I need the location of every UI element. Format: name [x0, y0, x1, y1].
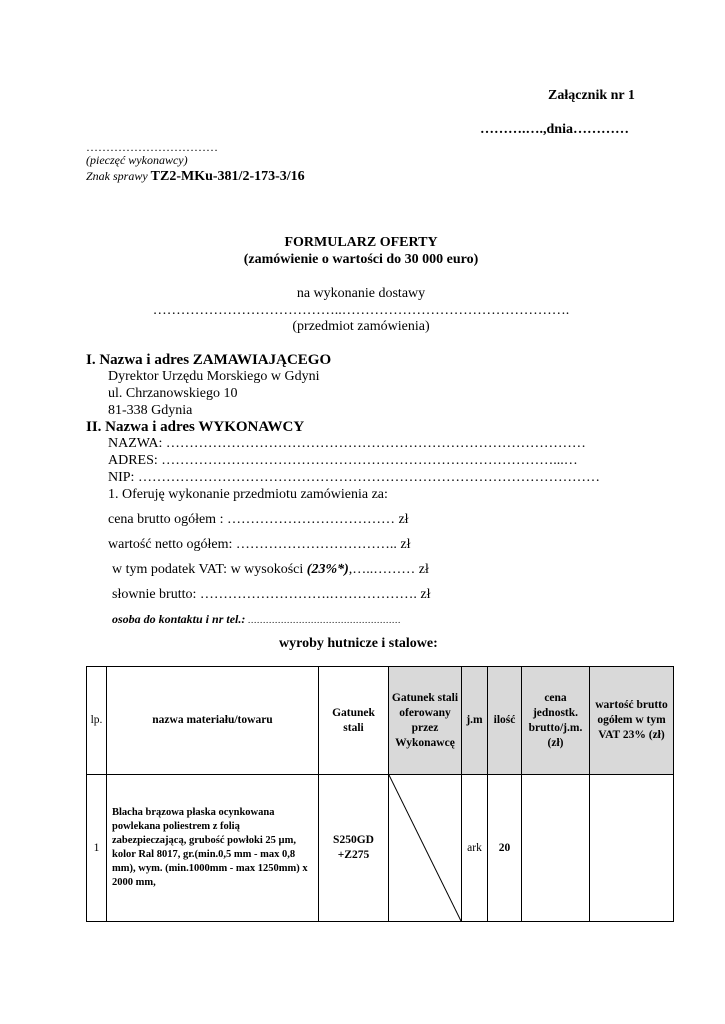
case-number: TZ2-MKu-381/2-173-3/16 — [150, 169, 305, 184]
vat-rate: (23%*) — [306, 562, 349, 577]
subject-label: (przedmiot zamówienia) — [292, 319, 430, 334]
section1-heading: I. Nazwa i adres ZAMAWIAJĄCEGO — [86, 352, 332, 368]
gross-in-words-field[interactable]: słownie brutto: ……………………….………………. zł — [112, 587, 431, 602]
header-grade-offered: Gatunek stali oferowany przez Wykonawcę — [389, 667, 462, 775]
table-row — [87, 775, 674, 922]
buyer-street: ul. Chrzanowskiego 10 — [108, 386, 238, 401]
stamp-dots: …………………………… — [86, 140, 218, 154]
row-unit: ark — [462, 775, 488, 922]
case-reference — [86, 169, 305, 185]
offer-table — [86, 666, 674, 922]
form-subtitle: (zamówienie o wartości do 30 000 euro) — [243, 252, 479, 267]
diagonal-strike-icon — [389, 775, 461, 921]
net-value-field[interactable]: wartość netto ogółem: …………………………….. zł — [108, 537, 411, 552]
contractor-name-field[interactable]: NAZWA: ……………………………………………………………………………… — [108, 436, 586, 451]
table-header-row — [87, 667, 674, 775]
form-title: FORMULARZ OFERTY — [284, 235, 438, 250]
contractor-address-field[interactable]: ADRES: …………………………………………………………………………...… — [108, 453, 578, 468]
subject-dots: …………………………………..…………………………………………. — [152, 303, 570, 318]
buyer-name: Dyrektor Urzędu Morskiego w Gdyni — [108, 369, 320, 384]
row-grade: S250GD +Z275 — [319, 775, 389, 922]
row-lp: 1 — [87, 775, 107, 922]
row-unit-price-cell[interactable] — [522, 775, 590, 922]
buyer-city: 81-338 Gdynia — [108, 403, 193, 418]
header-grade: Gatunek stali — [319, 667, 389, 775]
delivery-line: na wykonanie dostawy — [296, 286, 426, 301]
row-grade-offered-cell[interactable] — [389, 775, 462, 922]
header-unit-price: cena jednostk. brutto/j.m. (zł) — [522, 667, 590, 775]
row-qty: 20 — [488, 775, 522, 922]
section2-heading: II. Nazwa i adres WYKONAWCY — [86, 419, 305, 435]
header-qty: ilość — [488, 667, 522, 775]
row-total-cell[interactable] — [590, 775, 674, 922]
table-title: wyroby hutnicze i stalowe: — [279, 636, 438, 651]
vat-prefix: w tym podatek VAT: w wysokości — [112, 562, 307, 577]
offer-statement: 1. Oferuję wykonanie przedmiotu zamówienia za: — [108, 487, 388, 502]
header-lp: lp. — [87, 667, 107, 775]
date-line: ……….….,dnia………… — [480, 122, 629, 137]
row-material-name: Blacha brązowa płaska ocynkowana powlekana poliestrem z folią zabezpieczającą, grubość powłoki 25 µm, kolor Ral 8017, gr.(min.0,5 mm - max 0,8 mm), wym. (min.1000mm - max 1250mm) x 2000 mm, — [107, 775, 319, 922]
stamp-label: (pieczęć wykonawcy) — [86, 153, 188, 167]
gross-price-field[interactable]: cena brutto ogółem : ……………………………… zł — [108, 512, 409, 527]
header-unit: j.m — [462, 667, 488, 775]
attachment-label: Załącznik nr 1 — [548, 88, 635, 103]
contact-field[interactable] — [112, 612, 401, 627]
header-name: nazwa materiału/towaru — [107, 667, 319, 775]
vat-field[interactable] — [112, 562, 429, 578]
contractor-nip-field[interactable]: NIP: ……………………………………………………………………………………… — [108, 470, 600, 485]
contact-dots: …………………………………………… — [245, 615, 401, 625]
contact-label: osoba do kontaktu i nr tel.: — [112, 612, 246, 626]
vat-suffix: ,…..……… zł — [348, 562, 429, 577]
case-label: Znak sprawy — [86, 169, 148, 183]
header-total: wartość brutto ogółem w tym VAT 23% (zł) — [590, 667, 674, 775]
